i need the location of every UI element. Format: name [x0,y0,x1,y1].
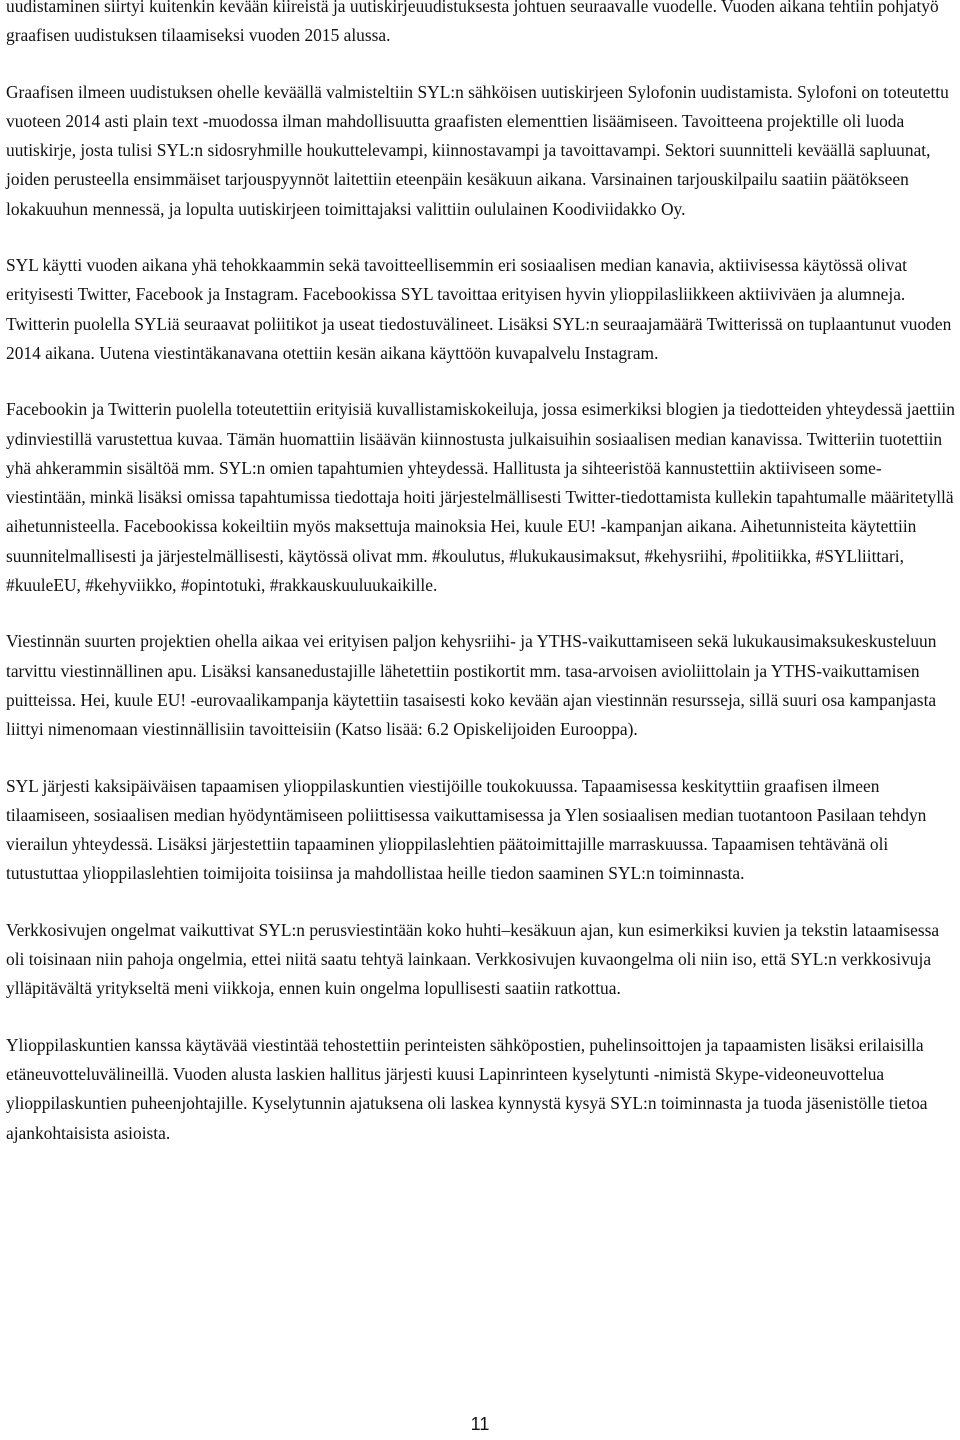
paragraph-sylofoni-newsletter: Graafisen ilmeen uudistuksen ohelle keväällä valmisteltiin SYL:n sähköisen uutiskirjeen Sylofonin uudistamista. Sylofoni on toteutettu vuoteen 2014 asti plain text -muodossa ilman mahdollisuutta graafisten elementtien lisäämiseen. Tavoitteena projektille oli luoda uutiskirje, josta tulisi SYL:n sidosryhmille houkuttelevampi, kiinnostavampi ja tavoittavampi. Sektori suunnitteli keväällä sapluunat, joiden perusteella ensimmäiset tarjouspyynnöt laitettiin eteenpäin kesäkuun aikana. Varsinainen tarjouskilpailu saatiin päätökseen lokakuuhun mennessä, ja lopulta uutiskirjeen toimittajaksi valittiin oululainen Koodiviidakko Oy. [6,81,949,219]
paragraph-remote-meetings: Ylioppilaskuntien kanssa käytävää viestintää tehostettiin perinteisten sähköpostien, puhelinsoittojen ja tapaamisten lisäksi erilaisilla etäneuvotteluvälineillä. Vuoden alusta laskien hallitus järjesti kuusi Lapinrinteen kyselytunti -nimistä Skype-videoneuvottelua ylioppilaskuntien puheenjohtajille. Kyselytunnin ajatuksena oli laskea kynnystä kysyä SYL:n toiminnasta ja tuoda jäsenistölle tietoa ajankohtaisista asioista. [6,1034,928,1143]
paragraph-website-problems: Verkkosivujen ongelmat vaikuttivat SYL:n perusviestintään koko huhti–kesäkuun ajan, kun esimerkiksi kuvien ja tekstin lataamisessa oli toisinaan niin pahoja ongelmia, ettei niitä saatu tehtyä lainkaan. Verkkosivujen kuvaongelma oli niin iso, että SYL:n verkkosivuja ylläpitävältä yritykseltä meni viikkoja, ennen kuin ongelma lopullisesti saatiin ratkottua. [6,919,940,999]
paragraph-graphic-renewal-continued: uudistaminen siirtyi kuitenkin kevään kiireistä ja uutiskirjeuudistuksesta johtuen seuraavalle vuodelle. Vuoden aikana tehtiin pohjatyö graafisen uudistuksen tilaamiseksi vuoden 2015 alussa. [6,0,939,46]
page-number: 11 [470,1414,490,1434]
paragraph-visual-experiments: Facebookin ja Twitterin puolella toteutettiin erityisiä kuvallistamiskokeiluja, jossa esimerkiksi blogien ja tiedotteiden yhteydessä jaettiin ydinviestillä varustettua kuvaa. Tämän huomattiin lisäävän kiinnostusta julkaisuihin sosiaalisen median kanavissa. Twitteriin tuotettiin yhä ahkerammin sisältöä mm. SYL:n omien tapahtumien yhteydessä. Hallitusta ja sihteeristöä kannustettiin aktiiviseen some-viestintään, minkä lisäksi omissa tapahtumissa tiedottaja hoiti järjestelmällisesti Twitter-tiedottamista kullekin tapahtumalle määritetyllä aihetunnisteella. Facebookissa kokeiltiin myös maksettuja mainoksia Hei, kuule EU! -kampanjan aikana. Aihetunnisteita käytettiin suunnitelmallisesti ja järjestelmällisesti, käytössä olivat mm. #koulutus, #lukukausimaksut, #kehysriihi, #politiikka, #SYLliittari, #kuuleEU, #kehyviikko, #opintotuki, #rakkauskuuluukaikille. [6,399,955,596]
document-page [6,0,956,1175]
paragraph-large-projects: Viestinnän suurten projektien ohella aikaa vei erityisen paljon kehysriihi- ja YTHS-vaikuttamiseen sekä lukukausimaksukeskusteluun tarvittu viestinnällinen apu. Lisäksi kansanedustajille lähetettiin postikortit mm. tasa-arvoisen avioliittolain ja YTHS-vaikuttamisen puitteissa. Hei, kuule EU! -eurovaalikampanja käytettiin tasaisesti koko kevään ajan viestinnän resursseja, sillä suuri osa kampanjasta liittyi nimenomaan viestinnällisiin tavoitteisiin (Katso lisää: 6.2 Opiskelijoiden Eurooppa). [6,631,937,740]
paragraph-social-media-channels: SYL käytti vuoden aikana yhä tehokkaammin sekä tavoitteellisemmin eri sosiaalisen median kanavia, aktiivisessa käytössä olivat erityisesti Twitter, Facebook ja Instagram. Facebookissa SYL tavoittaa erityisen hyvin ylioppilasliikkeen aktiiviväen ja alumneja. Twitterin puolella SYLiä seuraavat poliitikot ja useat tiedostuvälineet. Lisäksi SYL:n seuraajamäärä Twitterissä on tuplaantunut vuoden 2014 aikana. Uutena viestintäkanavana otettiin kesän aikana käyttöön kuvapalvelu Instagram. [6,255,952,363]
paragraph-communicators-meeting: SYL järjesti kaksipäiväisen tapaamisen ylioppilaskuntien viestijöille toukokuussa. Tapaamisessa keskityttiin graafisen ilmeen tilaamiseen, sosiaalisen median hyödyntämiseen poliittisessa vaikuttamisessa ja Ylen sosiaalisen median tuotantoon Pasilaan tehdyn vierailun yhteydessä. Lisäksi järjestettiin tapaaminen ylioppilaslehtien päätoimittajille marraskuussa. Tapaamisen tehtävänä oli tutustuttaa ylioppilaslehtien toimijoita toisiinsa ja mahdollistaa heille tiedon saaminen SYL:n toiminnasta. [6,775,927,884]
